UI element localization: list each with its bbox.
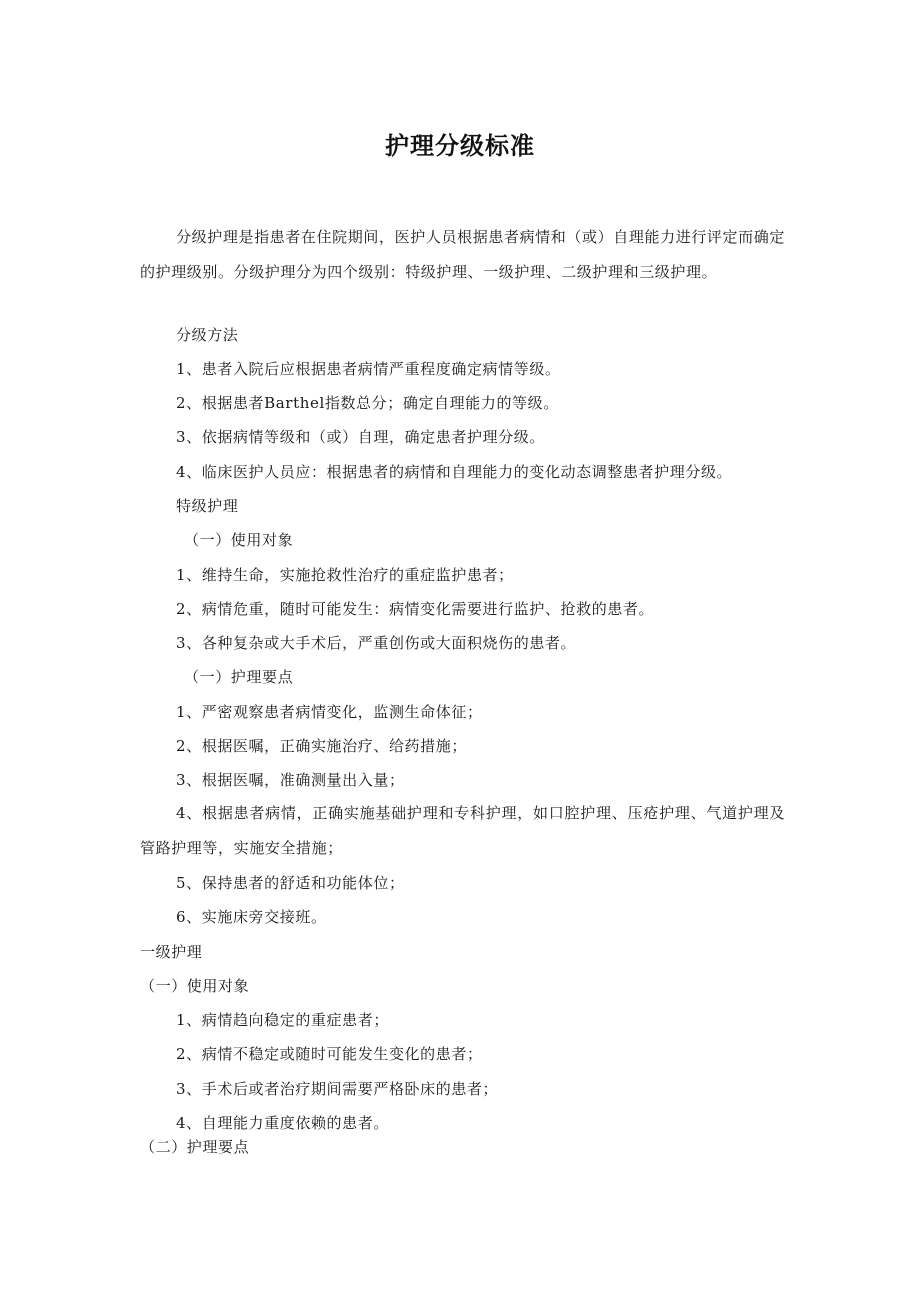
special-target-item: 1、维持生命，实施抢救性治疗的重症监护患者；: [176, 566, 514, 584]
level1-target-item: 1、病情趋向稳定的重症患者；: [176, 1011, 389, 1029]
level1-points-heading: （二）护理要点: [140, 1138, 250, 1156]
page-title: 护理分级标准: [385, 132, 535, 160]
intro-paragraph: 分级护理是指患者在住院期间，医护人员根据患者病情和（或）自理能力进行评定而确定的护理级别。分级护理分为四个级别：特级护理、一级护理、二级护理和三级护理。: [140, 228, 785, 281]
method-item: 4、临床医护人员应：根据患者的病情和自理能力的变化动态调整患者护理分级。: [176, 463, 733, 481]
special-point-item: 3、根据医嘱，准确测量出入量；: [176, 771, 405, 789]
method-item: 3、依据病情等级和（或）自理，确定患者护理分级。: [176, 428, 545, 446]
method-heading: 分级方法: [176, 326, 239, 344]
special-care-heading: 特级护理: [176, 497, 239, 515]
method-item: 2、根据患者Barthel指数总分；确定自理能力的等级。: [176, 394, 559, 412]
level1-care-heading: 一级护理: [140, 943, 203, 961]
special-point-item: 6、实施床旁交接班。: [176, 908, 327, 926]
level1-target-item: 3、手术后或者治疗期间需要严格卧床的患者；: [176, 1080, 499, 1098]
special-points-heading: （一）护理要点: [184, 668, 294, 686]
method-item: 1、患者入院后应根据患者病情严重程度确定病情等级。: [176, 360, 561, 378]
special-target-item: 2、病情危重，随时可能发生：病情变化需要进行监护、抢救的患者。: [176, 600, 655, 618]
special-point-item: 5、保持患者的舒适和功能体位；: [176, 874, 405, 892]
level1-target-item: 4、自理能力重度依赖的患者。: [176, 1114, 389, 1132]
special-target-item: 3、各种复杂或大手术后，严重创伤或大面积烧伤的患者。: [176, 634, 577, 652]
special-point-item: 2、根据医嘱，正确实施治疗、给药措施；: [176, 737, 467, 755]
level1-targets-heading: （一）使用对象: [140, 977, 250, 995]
special-targets-heading: （一）使用对象: [184, 531, 294, 549]
special-point-item: 4、根据患者病情，正确实施基础护理和专科护理，如口腔护理、压疮护理、气道护理及管路护理等，实施安全措施；: [140, 804, 785, 857]
level1-target-item: 2、病情不稳定或随时可能发生变化的患者；: [176, 1045, 483, 1063]
special-point-item: 1、严密观察患者病情变化，监测生命体征；: [176, 703, 483, 721]
